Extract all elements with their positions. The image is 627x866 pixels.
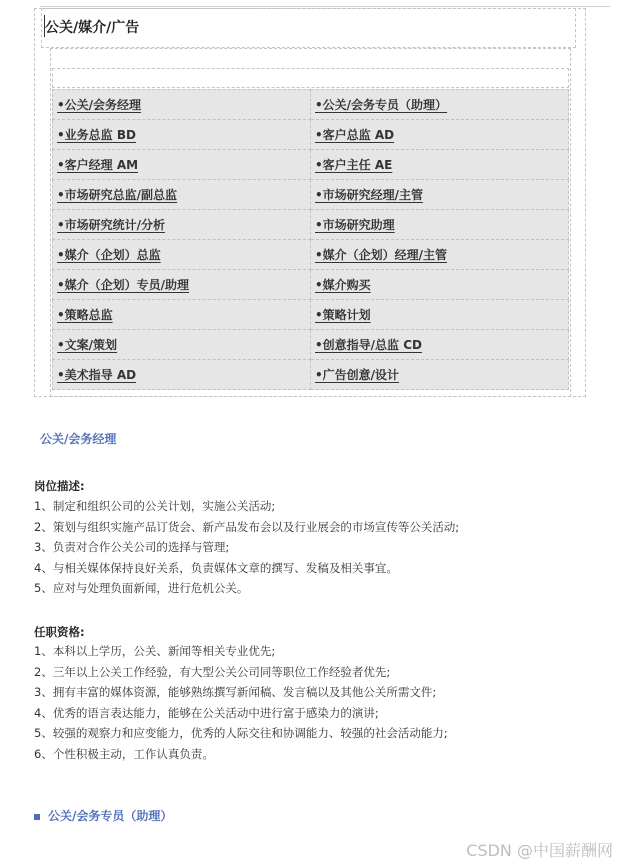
job-link[interactable]: •媒介购买 [315, 278, 371, 292]
job-link[interactable]: •文案/策划 [57, 338, 118, 352]
job-detail-title: 公关/会务经理 [40, 432, 117, 446]
next-section-title [34, 807, 172, 824]
job-cell [53, 300, 311, 330]
table-row [53, 180, 569, 210]
job-description-heading: 岗位描述: [34, 479, 85, 493]
job-cell [311, 210, 569, 240]
table-row [53, 150, 569, 180]
watermark: CSDN @中国薪酬网 [466, 841, 613, 860]
list-item: 1、本科以上学历，公关、新闻等相关专业优先; [34, 644, 276, 658]
list-item: 5、较强的观察力和应变能力，优秀的人际交往和协调能力、较强的社会活动能力; [34, 726, 448, 740]
job-link[interactable]: •媒介（企划）专员/助理 [57, 278, 190, 292]
job-cell [53, 210, 311, 240]
top-divider [40, 6, 610, 7]
job-requirements-heading: 任职资格: [34, 625, 85, 639]
job-link[interactable]: •市场研究统计/分析 [57, 218, 166, 232]
category-title: 公关/媒介/广告 [45, 20, 140, 36]
bullet-square-icon [34, 814, 40, 820]
list-item: 2、三年以上公关工作经验，有大型公关公司同等职位工作经验者优先; [34, 664, 391, 679]
job-link[interactable]: •创意指导/总监 CD [315, 338, 422, 352]
list-item: 3、拥有丰富的媒体资源，能够熟练撰写新闻稿、发言稿以及其他公关所需文件; [34, 685, 437, 699]
job-cell [53, 120, 311, 150]
job-cell [311, 180, 569, 210]
job-cell [311, 300, 569, 330]
list-item: 3、负责对合作公关公司的选择与管理; [34, 540, 230, 554]
job-cell [311, 270, 569, 300]
job-cell [311, 240, 569, 270]
list-item: 4、优秀的语言表达能力，能够在公关活动中进行富于感染力的演讲; [34, 705, 379, 720]
job-cell [53, 270, 311, 300]
job-description-list [34, 496, 459, 599]
job-link[interactable]: •广告创意/设计 [315, 368, 400, 382]
job-link[interactable]: •策略计划 [315, 308, 371, 322]
next-section-title-text: 公关/会务专员（助理） [48, 809, 173, 823]
job-link[interactable]: •策略总监 [57, 308, 113, 322]
empty-table-row [52, 68, 569, 88]
job-link[interactable]: •客户主任 AE [315, 158, 393, 172]
job-cell [53, 180, 311, 210]
job-link[interactable]: •客户总监 AD [315, 128, 395, 142]
job-link[interactable]: •市场研究助理 [315, 218, 395, 232]
job-cell [53, 150, 311, 180]
table-row [53, 330, 569, 360]
jobs-grid [52, 89, 569, 390]
job-link[interactable]: •业务总监 BD [57, 128, 136, 142]
job-link[interactable]: •媒介（企划）总监 [57, 248, 161, 262]
table-row [53, 120, 569, 150]
list-item: 1、制定和组织公司的公关计划，实施公关活动; [34, 499, 276, 513]
table-row [53, 90, 569, 120]
job-cell [53, 90, 311, 120]
job-cell [53, 360, 311, 390]
job-cell [53, 330, 311, 360]
job-link[interactable]: •市场研究经理/主管 [315, 188, 424, 202]
list-item: 4、与相关媒体保持良好关系，负责媒体文章的撰写、发稿及相关事宜。 [34, 560, 398, 575]
job-link[interactable]: •客户经理 AM [57, 158, 139, 172]
table-row [53, 300, 569, 330]
job-link[interactable]: •公关/会务专员（助理） [315, 98, 448, 112]
job-requirements-list [34, 641, 448, 764]
job-link[interactable]: •美术指导 AD [57, 368, 137, 382]
list-item: 5、应对与处理负面新闻，进行危机公关。 [34, 581, 249, 595]
table-row [53, 270, 569, 300]
table-row [53, 240, 569, 270]
job-link[interactable]: •媒介（企划）经理/主管 [315, 248, 448, 262]
job-cell [311, 330, 569, 360]
table-row [53, 210, 569, 240]
job-cell [311, 150, 569, 180]
list-item: 6、个性积极主动，工作认真负责。 [34, 746, 214, 761]
job-cell [311, 90, 569, 120]
job-cell [53, 240, 311, 270]
job-link[interactable]: •市场研究总监/副总监 [57, 188, 178, 202]
job-cell [311, 360, 569, 390]
job-cell [311, 120, 569, 150]
list-item: 2、策划与组织实施产品订货会、新产品发布会以及行业展会的市场宣传等公关活动; [34, 519, 460, 534]
table-row [53, 360, 569, 390]
job-link[interactable]: •公关/会务经理 [57, 98, 142, 112]
